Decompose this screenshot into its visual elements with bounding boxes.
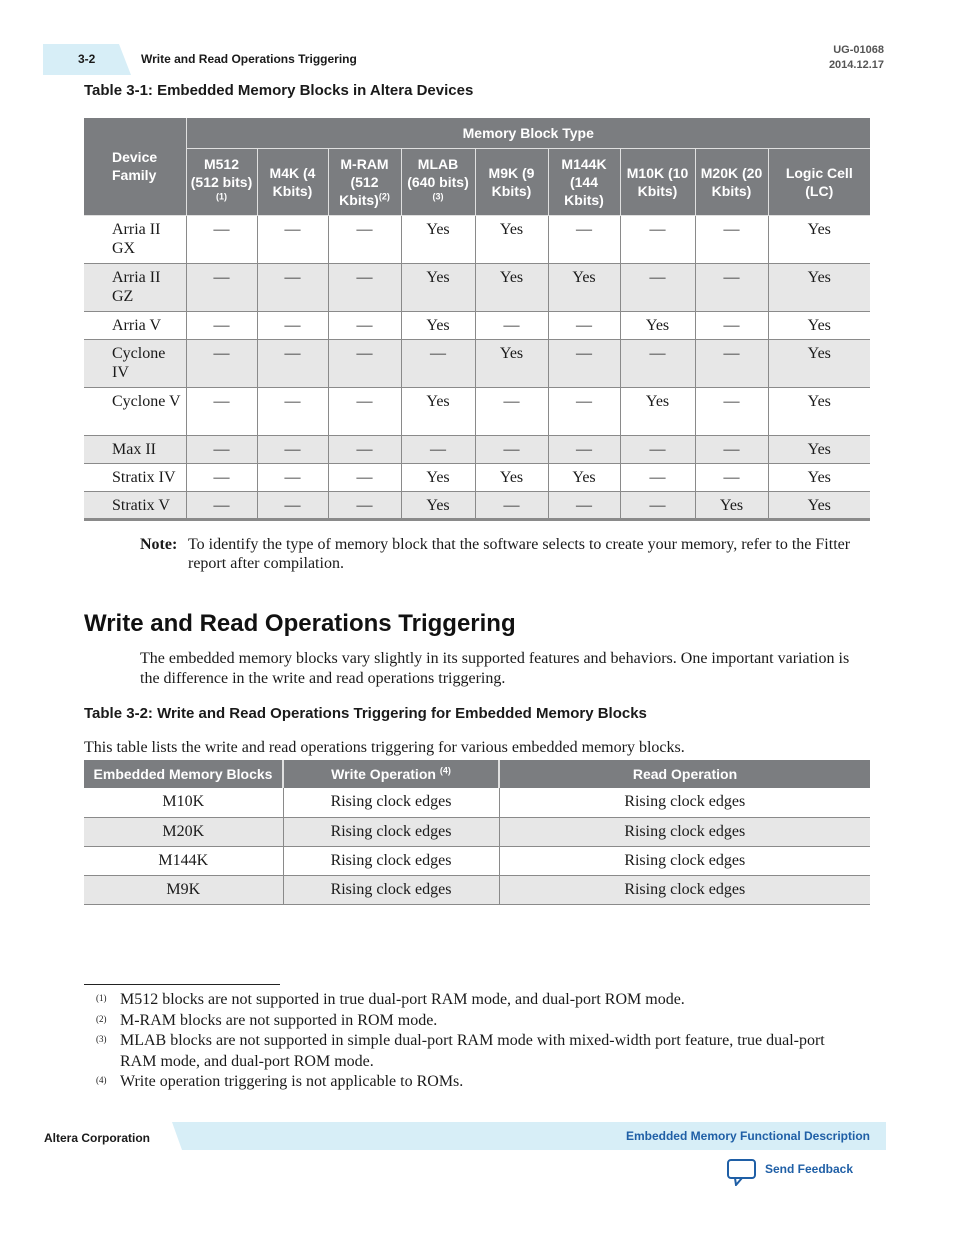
support-cell: Yes bbox=[768, 311, 870, 339]
support-cell: — bbox=[695, 263, 768, 311]
col-header-label: M4K (4 Kbits) bbox=[269, 164, 316, 199]
support-cell: — bbox=[328, 215, 401, 263]
support-cell: Yes bbox=[768, 263, 870, 311]
support-cell: Yes bbox=[768, 435, 870, 463]
support-cell: — bbox=[695, 215, 768, 263]
support-cell: Yes bbox=[695, 491, 768, 519]
support-cell: Yes bbox=[401, 311, 475, 339]
support-cell: Yes bbox=[768, 215, 870, 263]
support-cell: — bbox=[401, 435, 475, 463]
support-cell: — bbox=[548, 311, 620, 339]
memory-block-cell: M144K bbox=[84, 846, 283, 875]
footer-doc-title[interactable]: Embedded Memory Functional Description bbox=[625, 1129, 870, 1143]
col-header bbox=[401, 148, 475, 215]
write-header-label: Write Operation bbox=[331, 766, 436, 782]
support-cell: — bbox=[695, 311, 768, 339]
support-cell: — bbox=[328, 491, 401, 519]
read-operation-cell: Rising clock edges bbox=[499, 875, 870, 904]
support-cell: — bbox=[257, 463, 328, 491]
col-header bbox=[768, 148, 870, 215]
support-cell: — bbox=[186, 463, 257, 491]
support-cell: Yes bbox=[768, 339, 870, 387]
support-cell: Yes bbox=[548, 263, 620, 311]
device-family-cell: Cyclone V bbox=[84, 387, 186, 435]
col-header bbox=[695, 148, 768, 215]
col-header bbox=[548, 148, 620, 215]
table1-caption: Table 3-1: Embedded Memory Blocks in Altera Devices bbox=[84, 82, 474, 99]
running-header-title: Write and Read Operations Triggering bbox=[141, 52, 357, 66]
table-row bbox=[84, 817, 870, 846]
col-header-blocks: Embedded Memory Blocks bbox=[84, 760, 283, 788]
support-cell: — bbox=[695, 387, 768, 435]
col-header bbox=[186, 148, 257, 215]
table-row bbox=[84, 788, 870, 817]
support-cell: Yes bbox=[401, 463, 475, 491]
support-cell: Yes bbox=[401, 387, 475, 435]
support-cell: — bbox=[401, 339, 475, 387]
support-cell: — bbox=[257, 215, 328, 263]
doc-date: 2014.12.17 bbox=[828, 59, 884, 71]
support-cell: — bbox=[620, 263, 695, 311]
table-row bbox=[84, 215, 870, 263]
support-cell: Yes bbox=[475, 215, 548, 263]
table-row bbox=[84, 491, 870, 519]
memory-block-type-header: Memory Block Type bbox=[186, 118, 870, 148]
support-cell: — bbox=[620, 435, 695, 463]
col-header-label: MLAB (640 bits) bbox=[407, 155, 469, 190]
write-operation-cell: Rising clock edges bbox=[283, 788, 499, 817]
footnote-rule bbox=[84, 984, 280, 985]
footnote-mark: (2) bbox=[96, 1013, 107, 1024]
support-cell: — bbox=[186, 339, 257, 387]
support-cell: — bbox=[695, 339, 768, 387]
support-cell: — bbox=[257, 435, 328, 463]
support-cell: — bbox=[548, 387, 620, 435]
note-text: To identify the type of memory block that the software selects to create your memory, refer to the Fitter report after compilation. bbox=[188, 536, 851, 572]
table-note bbox=[140, 535, 870, 573]
col-header-label: M10K (10 Kbits) bbox=[626, 164, 689, 199]
footnote-mark: (3) bbox=[96, 1034, 107, 1044]
section-heading: Write and Read Operations Triggering bbox=[84, 610, 516, 637]
col-header bbox=[328, 148, 401, 215]
support-cell: Yes bbox=[401, 215, 475, 263]
doc-id: UG-01068 bbox=[833, 44, 884, 56]
device-family-header: Device Family bbox=[84, 118, 186, 215]
device-family-cell: Cyclone IV bbox=[84, 339, 186, 387]
support-cell: — bbox=[328, 311, 401, 339]
page-number: 3-2 bbox=[78, 52, 96, 66]
memory-block-cell: M10K bbox=[84, 788, 283, 817]
table-row bbox=[84, 311, 870, 339]
footnote bbox=[96, 1072, 856, 1093]
table-row bbox=[84, 463, 870, 491]
memory-block-cell: M20K bbox=[84, 817, 283, 846]
support-cell: Yes bbox=[768, 387, 870, 435]
col-header bbox=[475, 148, 548, 215]
support-cell: — bbox=[548, 339, 620, 387]
support-cell: — bbox=[186, 435, 257, 463]
support-cell: — bbox=[620, 463, 695, 491]
support-cell: Yes bbox=[768, 463, 870, 491]
footnote-ref[interactable]: (3) bbox=[432, 190, 444, 201]
table-row bbox=[84, 846, 870, 875]
support-cell: — bbox=[328, 339, 401, 387]
table-row bbox=[84, 263, 870, 311]
support-cell: — bbox=[548, 491, 620, 519]
table-row bbox=[84, 387, 870, 435]
support-cell: Yes bbox=[768, 491, 870, 519]
write-operation-cell: Rising clock edges bbox=[283, 817, 499, 846]
table2-caption: Table 3-2: Write and Read Operations Triggering for Embedded Memory Blocks bbox=[84, 705, 647, 722]
device-family-cell: Arria V bbox=[84, 311, 186, 339]
footnote bbox=[96, 1031, 856, 1072]
write-operation-cell: Rising clock edges bbox=[283, 875, 499, 904]
support-cell: — bbox=[548, 215, 620, 263]
send-feedback-link[interactable]: Send Feedback bbox=[765, 1162, 854, 1176]
section-paragraph: The embedded memory blocks vary slightly in its supported features and behaviors. One important variation is the difference in the write and read operations triggering. bbox=[140, 650, 850, 687]
support-cell: — bbox=[328, 435, 401, 463]
read-operation-cell: Rising clock edges bbox=[499, 788, 870, 817]
support-cell: — bbox=[328, 387, 401, 435]
col-header-label: M20K (20 Kbits) bbox=[700, 164, 763, 199]
footer-company: Altera Corporation bbox=[44, 1131, 151, 1145]
col-header-label: M512 (512 bits) bbox=[190, 155, 253, 190]
footnote-ref[interactable]: (1) bbox=[216, 190, 227, 201]
write-header-footnote-ref[interactable]: (4) bbox=[439, 765, 451, 776]
support-cell: Yes bbox=[548, 463, 620, 491]
support-cell: — bbox=[257, 491, 328, 519]
support-cell: — bbox=[186, 491, 257, 519]
footnote-ref[interactable]: (2) bbox=[378, 190, 390, 201]
support-cell: — bbox=[695, 435, 768, 463]
footnote bbox=[96, 990, 856, 1011]
support-cell: — bbox=[186, 263, 257, 311]
support-cell: — bbox=[475, 435, 548, 463]
support-cell: — bbox=[475, 491, 548, 519]
footnote bbox=[96, 1011, 856, 1032]
footnote-mark: (4) bbox=[96, 1075, 107, 1085]
device-family-cell: Arria II GZ bbox=[84, 263, 186, 311]
support-cell: — bbox=[186, 387, 257, 435]
device-family-cell: Stratix IV bbox=[84, 463, 186, 491]
footnote-text: M-RAM blocks are not supported in ROM mode. bbox=[120, 1011, 438, 1029]
support-cell: Yes bbox=[475, 263, 548, 311]
col-header-label: M-RAM (512 Kbits) bbox=[339, 155, 389, 208]
read-operation-cell: Rising clock edges bbox=[499, 846, 870, 875]
support-cell: Yes bbox=[620, 311, 695, 339]
memory-block-cell: M9K bbox=[84, 875, 283, 904]
col-header bbox=[257, 148, 328, 215]
col-header-label: M144K (144 Kbits) bbox=[561, 155, 607, 208]
support-cell: — bbox=[257, 263, 328, 311]
table-row bbox=[84, 875, 870, 904]
support-cell: Yes bbox=[401, 491, 475, 519]
support-cell: — bbox=[548, 435, 620, 463]
col-header-write bbox=[283, 760, 499, 788]
footnote-text: MLAB blocks are not supported in simple dual-port RAM mode with mixed-width port feature, true dual-port RAM mode, and dual-port ROM mode. bbox=[120, 1032, 825, 1070]
support-cell: — bbox=[257, 387, 328, 435]
support-cell: — bbox=[328, 463, 401, 491]
footnote-text: M512 blocks are not supported in true dual-port RAM mode, and dual-port ROM mode. bbox=[120, 991, 685, 1008]
support-cell: — bbox=[186, 311, 257, 339]
support-cell: Yes bbox=[475, 463, 548, 491]
memory-blocks-table bbox=[84, 118, 870, 521]
support-cell: Yes bbox=[475, 339, 548, 387]
col-header-read: Read Operation bbox=[499, 760, 870, 788]
device-family-cell: Max II bbox=[84, 435, 186, 463]
support-cell: — bbox=[475, 387, 548, 435]
feedback-icon[interactable] bbox=[726, 1158, 758, 1186]
support-cell: — bbox=[257, 339, 328, 387]
doc-id-block bbox=[829, 43, 884, 73]
col-header-label: M9K (9 Kbits) bbox=[488, 164, 535, 199]
table2-intro: This table lists the write and read operations triggering for various embedded memory blocks. bbox=[84, 739, 685, 756]
support-cell: — bbox=[257, 311, 328, 339]
support-cell: — bbox=[186, 215, 257, 263]
table-row bbox=[84, 339, 870, 387]
col-header-label: Logic Cell (LC) bbox=[785, 164, 853, 199]
device-family-cell: Arria II GX bbox=[84, 215, 186, 263]
note-label: Note: bbox=[140, 536, 178, 553]
support-cell: — bbox=[475, 311, 548, 339]
support-cell: Yes bbox=[620, 387, 695, 435]
write-operation-cell: Rising clock edges bbox=[283, 846, 499, 875]
support-cell: — bbox=[620, 491, 695, 519]
footnotes bbox=[96, 990, 856, 1093]
support-cell: — bbox=[620, 339, 695, 387]
device-family-cell: Stratix V bbox=[84, 491, 186, 519]
footnote-mark: (1) bbox=[96, 993, 107, 1003]
table-row bbox=[84, 435, 870, 463]
footnote-text: Write operation triggering is not applicable to ROMs. bbox=[120, 1073, 464, 1090]
support-cell: — bbox=[328, 263, 401, 311]
support-cell: — bbox=[695, 463, 768, 491]
read-operation-cell: Rising clock edges bbox=[499, 817, 870, 846]
triggering-table bbox=[84, 760, 870, 905]
support-cell: — bbox=[620, 215, 695, 263]
col-header bbox=[620, 148, 695, 215]
support-cell: Yes bbox=[401, 263, 475, 311]
